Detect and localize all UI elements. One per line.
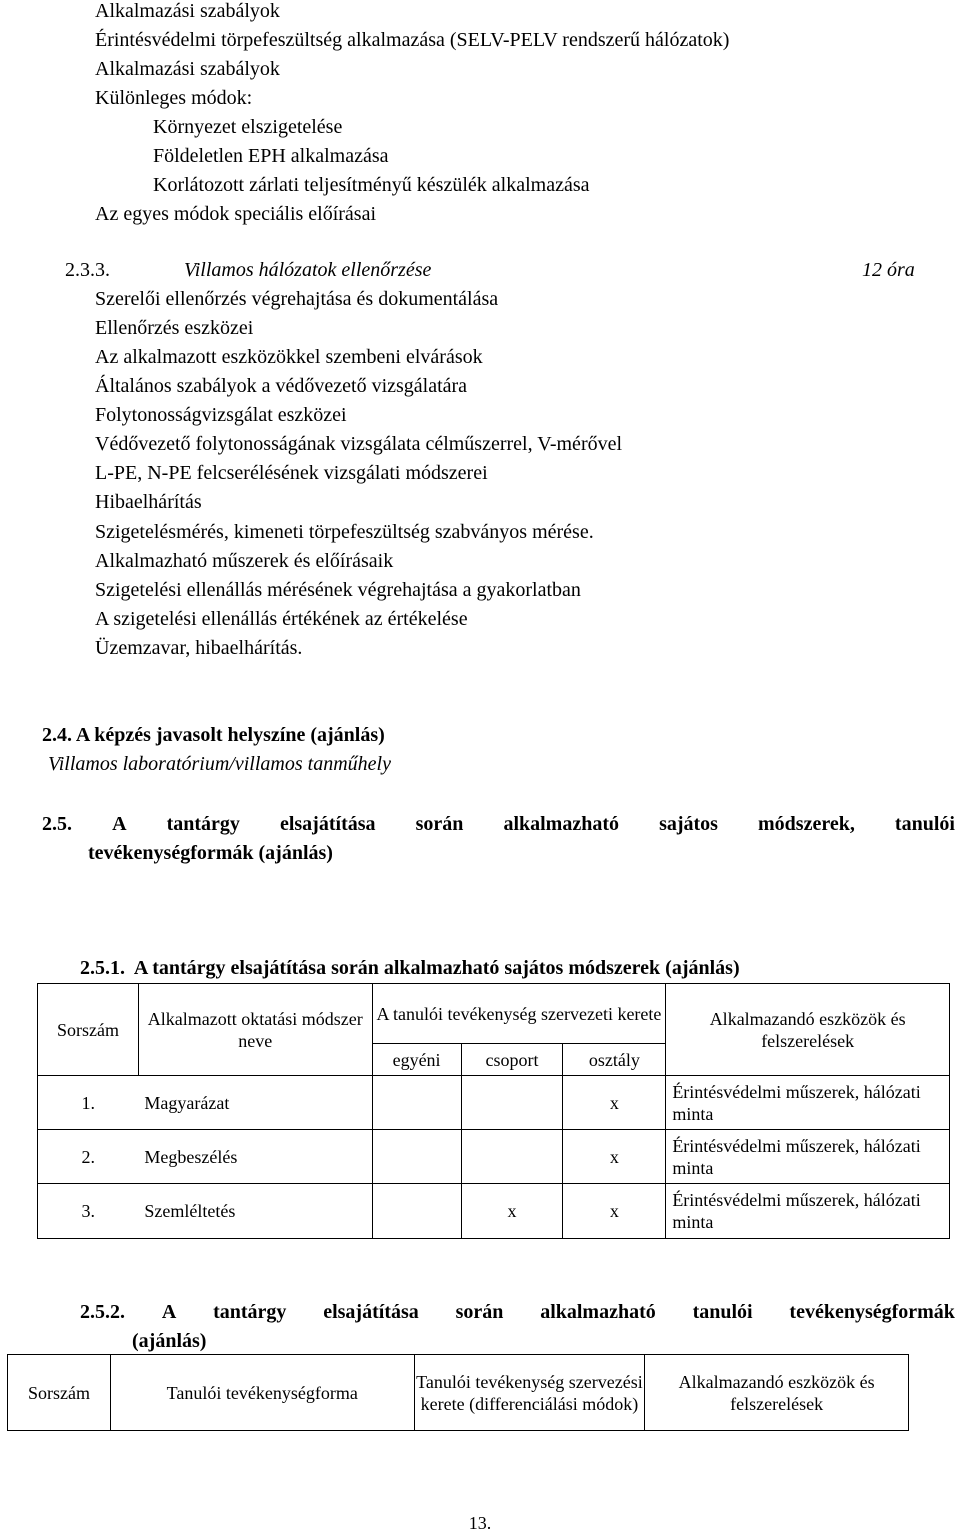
row-method: Szemléltetés [138,1184,372,1239]
topic-line: Általános szabályok a védővezető vizsgálatára [95,375,468,397]
heading-word: A [161,1301,177,1323]
heading-word: tevékenységformák [789,1301,955,1323]
topic-line: Az alkalmazott eszközökkel szembeni elvárások [95,346,483,368]
intro-line: Alkalmazási szabályok [95,0,280,22]
heading-word: tantárgy [166,813,240,835]
section-24-heading: 2.4. A képzés javasolt helyszíne (ajánlás) [42,724,385,746]
topic-line: Szigetelési ellenállás mérésének végrehajtása a gyakorlatban [95,579,581,601]
table-row [38,1076,950,1130]
section-title: Villamos hálózatok ellenőrzése [184,259,432,281]
heading-word: során [455,1301,504,1323]
topic-line: Üzemzavar, hibaelhárítás. [95,637,303,659]
topic-line: L-PE, N-PE felcserélésének vizsgálati módszerei [95,462,488,484]
topic-line: A szigetelési ellenállás értékének az értékelése [95,608,468,630]
intro-indented-line: Földeletlen EPH alkalmazása [153,145,389,167]
row-group [461,1130,563,1184]
header-method: Alkalmazott oktatási módszer neve [138,984,372,1076]
row-tools: Érintésvédelmi műszerek, hálózati minta [666,1184,950,1239]
topic-line: Alkalmazható műszerek és előírásaik [95,550,394,572]
heading-word: alkalmazható [503,813,619,835]
row-group: x [461,1184,563,1239]
row-number: 1. [38,1076,139,1130]
header-activity-form: Tanulói tevékenységforma [110,1355,414,1431]
row-individual [372,1076,461,1130]
heading-word: módszerek, [758,813,855,835]
activities-table [7,1354,909,1431]
intro-line: Az egyes módok speciális előírásai [95,203,377,225]
heading-word: során [415,813,464,835]
page-number: 13. [468,1513,492,1533]
header-sorszam: Sorszám [38,984,139,1076]
section-252-heading-line2: (ajánlás) [132,1330,207,1352]
heading-word: A [112,813,127,835]
row-class: x [563,1130,666,1184]
section-251-heading: 2.5.1. A tantárgy elsajátítása során alkalmazható sajátos módszerek (ajánlás) [80,957,740,979]
topic-line: Folytonosságvizsgálat eszközei [95,404,347,426]
heading-word: elsajátítása [323,1301,419,1323]
table-row [38,1130,950,1184]
row-tools: Érintésvédelmi műszerek, hálózati minta [666,1130,950,1184]
header-tools: Alkalmazandó eszközök és felszerelések [666,984,950,1076]
heading-word: tanulói [692,1301,753,1323]
section-25-heading [42,810,955,838]
intro-line: Különleges módok: [95,87,253,109]
row-method: Magyarázat [138,1076,372,1130]
row-number: 3. [38,1184,139,1239]
topic-line: Ellenőrzés eszközei [95,317,254,339]
header-tools: Alkalmazandó eszközök és felszerelések [645,1355,909,1431]
heading-word: alkalmazható [540,1301,656,1323]
row-individual [372,1130,461,1184]
heading-word: tanulói [894,813,955,835]
row-method: Megbeszélés [138,1130,372,1184]
intro-indented-line: Korlátozott zárlati teljesítményű készülék alkalmazása [153,174,590,196]
topic-line: Védővezető folytonosságának vizsgálata célműszerrel, V-mérővel [95,433,623,455]
heading-word: elsajátítása [279,813,376,835]
row-number: 2. [38,1130,139,1184]
intro-line: Érintésvédelmi törpefeszültség alkalmazása (SELV-PELV rendszerű hálózatok) [95,29,730,51]
topic-line: Hibaelhárítás [95,491,202,513]
section-24-text: Villamos laboratórium/villamos tanműhely [48,753,391,775]
heading-word: 2.5. [42,813,72,835]
row-class: x [563,1184,666,1239]
heading-word: tantárgy [213,1301,287,1323]
topic-line: Szerelői ellenőrzés végrehajtása és dokumentálása [95,288,499,310]
heading-word: sajátos [659,813,718,835]
header-org-frame: Tanulói tevékenység szervezési kerete (differenciálási módok) [414,1355,645,1431]
subheader-class: osztály [563,1044,666,1076]
section-number: 2.3.3. [65,259,110,281]
topic-line: Szigetelésmérés, kimeneti törpefeszültség szabványos mérése. [95,521,594,543]
subheader-individual: egyéni [372,1044,461,1076]
row-group [461,1076,563,1130]
methods-table [37,983,950,1239]
header-org-frame: A tanulói tevékenység szervezeti kerete [372,984,666,1044]
row-class: x [563,1076,666,1130]
heading-word: 2.5.2. [80,1301,125,1323]
section-25-heading-line2: tevékenységformák (ajánlás) [88,842,333,864]
row-individual [372,1184,461,1239]
subheader-group: csoport [461,1044,563,1076]
table-row [38,1184,950,1239]
section-252-heading [80,1298,955,1326]
row-tools: Érintésvédelmi műszerek, hálózati minta [666,1076,950,1130]
section-hours: 12 óra [862,259,915,281]
intro-indented-line: Környezet elszigetelése [153,116,343,138]
header-sorszam: Sorszám [8,1355,111,1431]
intro-line: Alkalmazási szabályok [95,58,280,80]
